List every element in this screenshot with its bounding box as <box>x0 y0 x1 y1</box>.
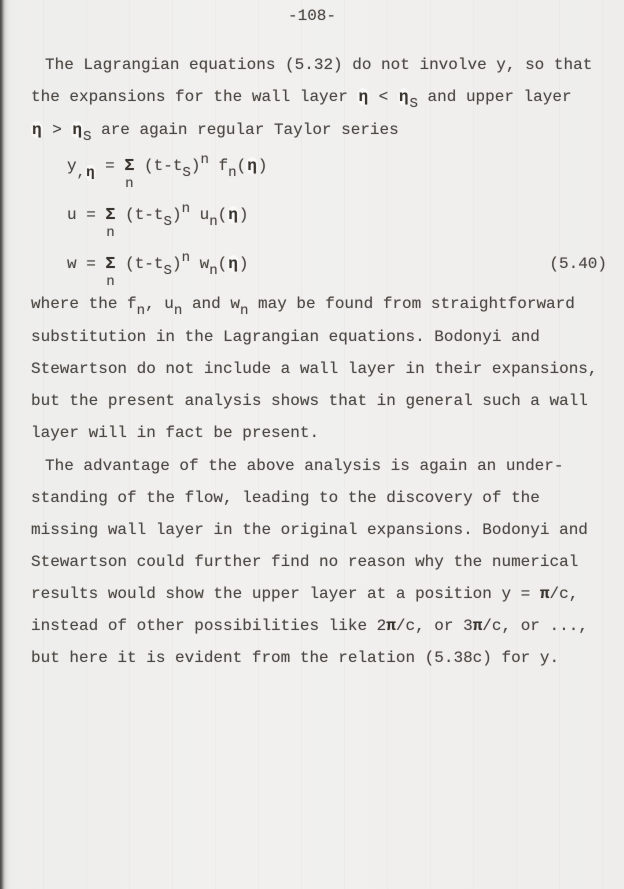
page-number: -108- <box>287 7 336 25</box>
text-line: instead of other possibilities like 2π/c, or 3π/c, or ..., <box>31 617 588 635</box>
scan-left-edge <box>0 0 10 889</box>
text-line: The Lagrangian equations (5.32) do not involve y, so that <box>45 56 593 74</box>
text-line: the expansions for the wall layer η < ηS and upper layer <box>31 88 572 112</box>
text-line: standing of the flow, leading to the discovery of the <box>31 489 540 507</box>
text-line: Stewartson could further find no reason why the numerical <box>31 553 579 571</box>
equation-y-eta <box>67 150 624 199</box>
text-line: Stewartson do not include a wall layer in their expansions, <box>31 360 598 378</box>
paragraph-advantage <box>31 450 616 674</box>
text-line: layer will in fact be present. <box>31 424 320 442</box>
text-line: results would show the upper layer at a position y = π/c, <box>31 585 579 603</box>
equation-block <box>67 150 624 297</box>
paragraph-substitution <box>31 288 616 449</box>
equation-number-label: (5.40) <box>549 255 607 273</box>
paragraph-intro <box>31 49 616 147</box>
equation-text: w = Σ n (t-tS)n wn(η) <box>67 250 249 290</box>
text-line: where the fn, un and wn may be found from straightforward <box>31 295 575 319</box>
text-line: substitution in the Lagrangian equations. Bodonyi and <box>31 328 540 346</box>
text-line: but here it is evident from the relation (5.38c) for y. <box>31 649 560 667</box>
text-line: η > ηS are again regular Taylor series <box>32 121 399 145</box>
equation-u <box>67 199 624 248</box>
text-line: missing wall layer in the original expansions. Bodonyi and <box>31 521 588 539</box>
text-line: The advantage of the above analysis is again an under- <box>45 457 564 475</box>
equation-text: u = Σ n (t-tS)n un(η) <box>67 201 249 241</box>
text-line: but the present analysis shows that in general such a wall <box>31 392 588 410</box>
equation-text: y,η = Σ n (t-tS)n fn(η) <box>67 152 268 192</box>
